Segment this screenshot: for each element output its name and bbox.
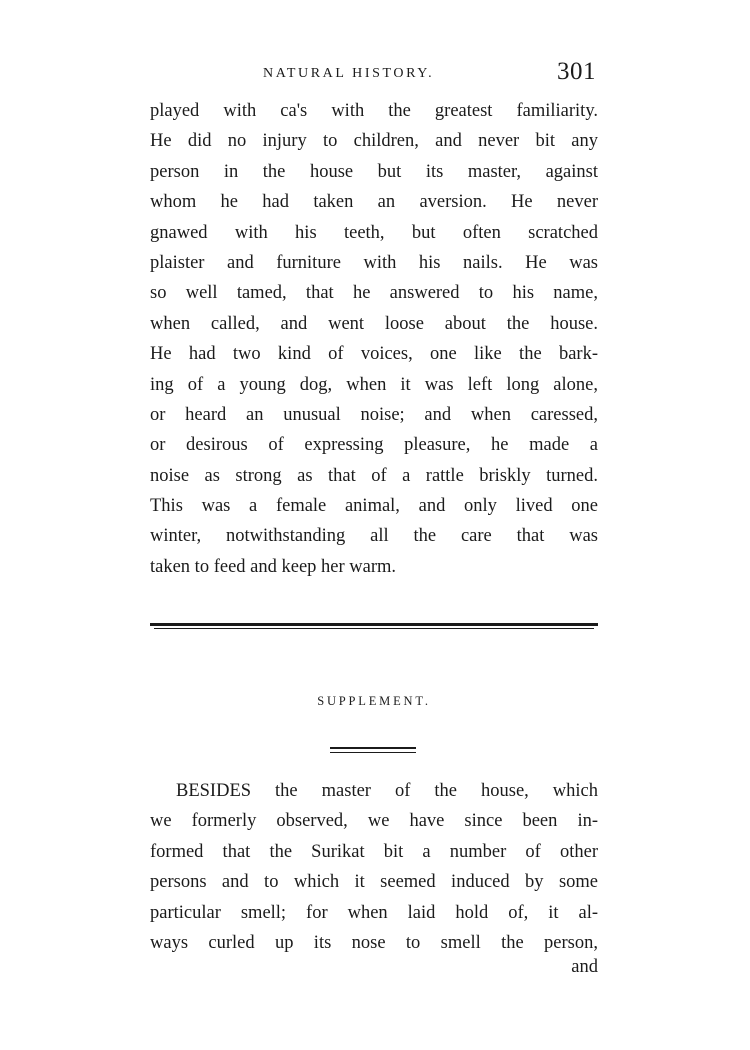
- catchword: and: [571, 957, 598, 977]
- text-line: when called, and went loose about the house.: [150, 313, 598, 334]
- text-line: winter, notwithstanding all the care that was: [150, 526, 598, 547]
- text-line: This was a female animal, and only lived one: [150, 496, 598, 517]
- section-divider-rule: [150, 623, 598, 629]
- text-line: plaister and furniture with his nails. He was: [150, 252, 598, 273]
- text-line: so well tamed, that he answered to his name,: [150, 283, 598, 304]
- text-line: ways curled up its nose to smell the person,: [150, 932, 598, 953]
- running-title: NATURAL HISTORY.: [263, 66, 435, 81]
- supplement-paragraph: [150, 776, 598, 958]
- ornament-thick-line: [330, 747, 416, 749]
- divider-thin-line: [154, 628, 594, 629]
- text-line: played with ca's with the greatest familiarity.: [150, 101, 598, 121]
- text-line: or desirous of expressing pleasure, he made a: [150, 435, 598, 456]
- paragraph-continued: [150, 96, 598, 582]
- text-line: or heard an unusual noise; and when caressed,: [150, 404, 598, 425]
- page-number: 301: [557, 58, 596, 85]
- text-line: He had two kind of voices, one like the bark-: [150, 344, 598, 365]
- text-line: we formerly observed, we have since been in-: [150, 811, 598, 832]
- text-line: BESIDES the master of the house, which: [176, 781, 598, 801]
- text-line: particular smell; for when laid hold of, it al-: [150, 902, 598, 923]
- divider-thick-line: [150, 623, 598, 626]
- text-line: gnawed with his teeth, but often scratched: [150, 222, 598, 243]
- text-line: persons and to which it seemed induced by some: [150, 872, 598, 893]
- ornament-thin-line: [330, 752, 416, 753]
- text-line: He did no injury to children, and never bit any: [150, 131, 598, 152]
- text-line: person in the house but its master, against: [150, 161, 598, 182]
- text-line: whom he had taken an aversion. He never: [150, 192, 598, 213]
- text-line: taken to feed and keep her warm.: [150, 556, 397, 577]
- text-line: formed that the Surikat bit a number of other: [150, 841, 598, 862]
- text-line: noise as strong as that of a rattle briskly turned.: [150, 465, 598, 486]
- text-line: ing of a young dog, when it was left long alone,: [150, 374, 598, 395]
- running-head: [150, 58, 598, 90]
- heading-ornament-rule: [330, 747, 416, 753]
- section-heading: SUPPLEMENT.: [317, 694, 431, 708]
